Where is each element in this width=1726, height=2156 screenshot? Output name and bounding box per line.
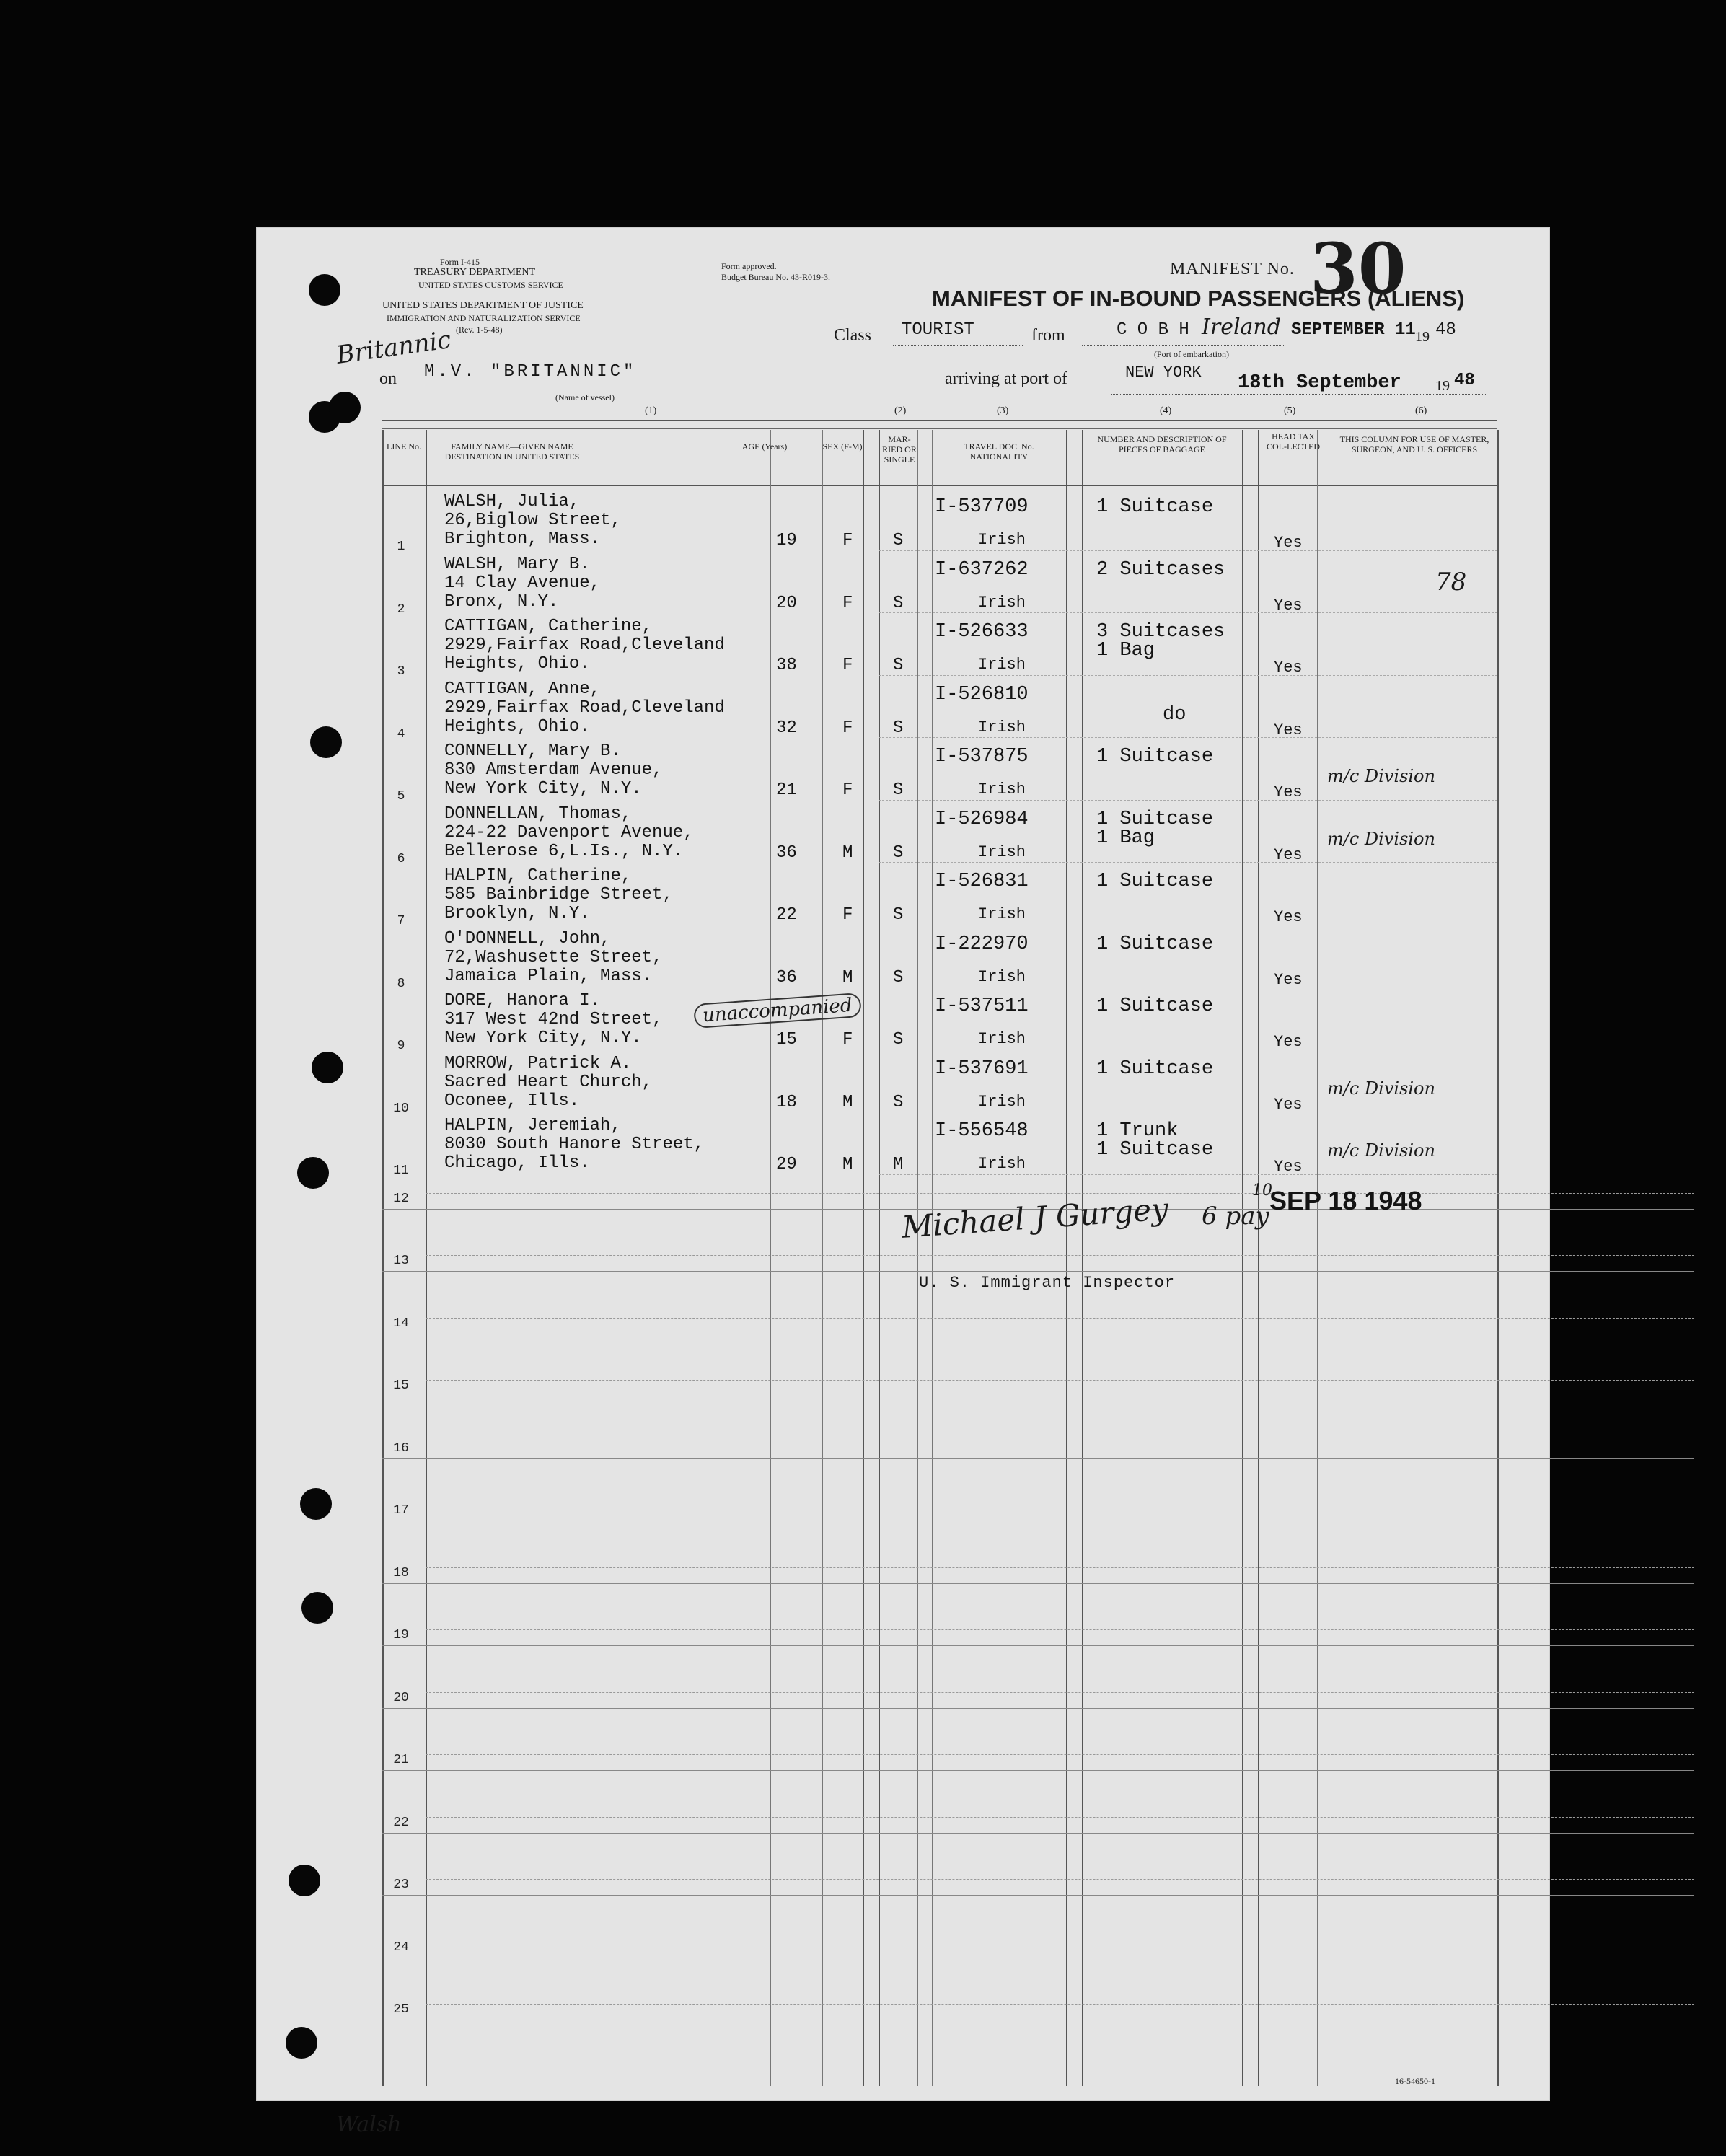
travel-doc: I-537875: [935, 746, 1029, 767]
col-line: [879, 430, 880, 2086]
col-line: [1082, 430, 1083, 2086]
col-num-2: (2): [894, 405, 907, 416]
line-number: 19: [393, 1628, 409, 1642]
customs-service: UNITED STATES CUSTOMS SERVICE: [418, 280, 563, 290]
nationality: Irish: [978, 780, 1026, 798]
line-number: 2: [397, 602, 405, 617]
arrival-year-prefix: 19: [1435, 378, 1450, 394]
row-rule: [879, 550, 1497, 551]
passenger-age: 36: [776, 967, 797, 987]
passenger-name: DORE, Hanora I.: [444, 991, 601, 1011]
passenger-name: CONNELLY, Mary B.: [444, 742, 621, 761]
form-number: Form I-415: [440, 257, 480, 267]
nationality: Irish: [978, 967, 1026, 986]
passenger-address-1: 26,Biglow Street,: [444, 511, 621, 530]
officer-note: m/c Division: [1327, 1078, 1435, 1099]
row-rule: [879, 862, 1497, 863]
officer-note: m/c Division: [1327, 1140, 1435, 1161]
col-line: [426, 430, 427, 2086]
passenger-sex: F: [842, 593, 853, 613]
treasury-dept: TREASURY DEPARTMENT: [414, 267, 536, 278]
passenger-name: WALSH, Mary B.: [444, 554, 590, 574]
passenger-marital: S: [893, 780, 904, 800]
row-rule: [382, 1708, 1694, 1709]
nationality: Irish: [978, 531, 1026, 549]
line-number: 4: [397, 726, 405, 742]
head-tax: Yes: [1274, 534, 1303, 552]
col-num-1: (1): [645, 405, 657, 416]
baggage-1: 2 Suitcases: [1096, 558, 1225, 581]
col-header-headtax: HEAD TAX COL-LECTED: [1267, 431, 1320, 452]
passenger-address-2: Bronx, N.Y.: [444, 591, 559, 612]
row-rule: [426, 1692, 1694, 1693]
passenger-address-2: New York City, N.Y.: [444, 779, 642, 798]
row-rule: [879, 737, 1497, 738]
passenger-marital: S: [893, 1092, 904, 1112]
line-number: 20: [393, 1690, 409, 1705]
head-tax: Yes: [1274, 908, 1303, 926]
col-header-age: AGE (Years): [741, 441, 788, 452]
punch-hole: [310, 726, 342, 758]
passenger-address-1: 830 Amsterdam Avenue,: [444, 760, 663, 780]
head-tax: Yes: [1274, 970, 1303, 989]
passenger-address-2: Bellerose 6,L.Is., N.Y.: [444, 841, 684, 861]
travel-doc: I-526633: [935, 621, 1029, 643]
col-line: [1258, 430, 1259, 2086]
officer-note: 78: [1435, 567, 1467, 597]
passenger-address-2: New York City, N.Y.: [444, 1029, 642, 1048]
table-top-border: [382, 420, 1497, 421]
row-rule: [426, 1318, 1694, 1319]
baggage-1: do: [1163, 703, 1186, 726]
passenger-address-2: Heights, Ohio.: [444, 716, 590, 736]
nationality: Irish: [978, 1030, 1026, 1048]
line-number: 17: [393, 1503, 409, 1518]
baggage-2: 1 Suitcase: [1096, 1139, 1214, 1161]
passenger-address-1: 224-22 Davenport Avenue,: [444, 822, 694, 842]
passenger-address-2: Jamaica Plain, Mass.: [444, 966, 653, 986]
inspector-signature: Michael J Gurgey: [900, 1191, 1170, 1245]
col-num-4: (4): [1160, 405, 1172, 416]
passenger-marital: S: [893, 1030, 904, 1050]
inspector-title: U. S. Immigrant Inspector: [919, 1274, 1176, 1292]
travel-doc: I-556548: [935, 1120, 1029, 1142]
row-rule: [382, 1271, 1694, 1272]
col-header-sex: SEX (F-M): [822, 441, 863, 452]
line-number: 24: [393, 1940, 409, 1955]
col-line: [917, 430, 918, 2086]
passenger-age: 20: [776, 593, 797, 613]
punch-hole: [329, 392, 361, 423]
row-rule: [879, 800, 1497, 801]
passenger-address-1: 585 Bainbridge Street,: [444, 885, 673, 905]
col-line: [1317, 430, 1318, 2086]
baggage-1: 1 Suitcase: [1096, 496, 1214, 518]
baggage-1: 1 Suitcase: [1096, 808, 1214, 830]
officer-note: m/c Division: [1327, 766, 1435, 786]
table-top-border-2: [382, 428, 1497, 429]
passenger-address-2: Brooklyn, N.Y.: [444, 904, 590, 923]
passenger-marital: S: [893, 842, 904, 863]
travel-doc: I-526984: [935, 808, 1029, 830]
head-tax: Yes: [1274, 845, 1303, 864]
passenger-address-2: Oconee, Ills.: [444, 1091, 580, 1111]
officer-note: m/c Division: [1327, 828, 1435, 849]
row-rule: [382, 1645, 1694, 1646]
passenger-sex: F: [842, 1030, 853, 1050]
punch-hole: [300, 1488, 332, 1520]
passenger-marital: S: [893, 905, 904, 925]
line-number: 12: [393, 1191, 409, 1206]
justice-dept: UNITED STATES DEPARTMENT OF JUSTICE: [382, 300, 584, 311]
passenger-sex: M: [842, 842, 853, 863]
passenger-address-1: 2929,Fairfax Road,Cleveland: [444, 635, 725, 655]
vessel-caption: (Name of vessel): [555, 392, 615, 402]
line-number: 7: [397, 914, 405, 928]
embark-year-prefix: 19: [1415, 329, 1430, 345]
page-title: MANIFEST OF IN-BOUND PASSENGERS (ALIENS): [932, 286, 1465, 311]
col-line: [932, 430, 933, 2086]
col-header-officers: THIS COLUMN FOR USE OF MASTER, SURGEON, AND U. S. OFFICERS: [1339, 434, 1489, 454]
col-header-travel: TRAVEL DOC. No. NATIONALITY: [964, 441, 1034, 462]
passenger-name: CATTIGAN, Anne,: [444, 679, 601, 699]
passenger-address-1: 317 West 42nd Street,: [444, 1010, 663, 1029]
passenger-marital: S: [893, 593, 904, 613]
col-line: [1242, 430, 1243, 2086]
passenger-address-1: 72,Washusette Street,: [444, 947, 663, 967]
passenger-age: 29: [776, 1155, 797, 1174]
nationality: Irish: [978, 1155, 1026, 1173]
passenger-marital: M: [893, 1155, 904, 1174]
nationality: Irish: [978, 718, 1026, 736]
col-line: [863, 430, 864, 2086]
row-rule: [426, 1567, 1694, 1568]
signature-suffix: 6 pay: [1202, 1202, 1269, 1231]
passenger-sex: F: [842, 905, 853, 925]
baggage-1: 1 Suitcase: [1096, 746, 1214, 767]
arrival-underline: [1111, 394, 1486, 395]
from-label: from: [1031, 326, 1065, 345]
passenger-name: DONNELLAN, Thomas,: [444, 804, 632, 824]
revision: (Rev. 1-5-48): [456, 325, 503, 335]
passenger-marital: S: [893, 967, 904, 987]
head-tax: Yes: [1274, 659, 1303, 677]
line-number: 15: [393, 1378, 409, 1393]
budget-bureau: Budget Bureau No. 43-R019-3.: [721, 272, 830, 282]
stamp-prefix: 10: [1252, 1182, 1272, 1200]
col-line: [822, 430, 823, 2086]
arriving-label: arriving at port of: [945, 369, 1067, 388]
travel-doc: I-537511: [935, 995, 1029, 1017]
class-value: TOURIST: [902, 320, 974, 340]
class-label: Class: [834, 326, 872, 345]
baggage-1: 1 Suitcase: [1096, 933, 1214, 955]
nationality: Irish: [978, 1092, 1026, 1111]
row-rule: [426, 1380, 1694, 1381]
line-number: 22: [393, 1815, 409, 1830]
nationality: Irish: [978, 593, 1026, 612]
nationality: Irish: [978, 905, 1026, 923]
manifest-number: 30: [1310, 228, 1406, 309]
head-tax: Yes: [1274, 1095, 1303, 1114]
baggage-2: 1 Bag: [1096, 827, 1155, 849]
passenger-age: 22: [776, 905, 797, 925]
baggage-1: 3 Suitcases: [1096, 621, 1225, 643]
arrival-stamp: SEP 18 1948: [1269, 1186, 1422, 1215]
passenger-address-1: 14 Clay Avenue,: [444, 573, 601, 593]
passenger-age: 21: [776, 780, 797, 800]
passenger-marital: S: [893, 656, 904, 675]
head-tax: Yes: [1274, 596, 1303, 615]
passenger-sex: F: [842, 656, 853, 675]
row-rule: [879, 675, 1497, 676]
passenger-name: HALPIN, Catherine,: [444, 866, 632, 886]
head-tax: Yes: [1274, 721, 1303, 739]
travel-doc: I-526831: [935, 871, 1029, 892]
col-line: [770, 430, 771, 2086]
passenger-sex: M: [842, 967, 853, 987]
passenger-sex: M: [842, 1092, 853, 1112]
row-rule: [382, 1833, 1694, 1834]
line-number: 8: [397, 976, 405, 991]
baggage-1: 1 Suitcase: [1096, 871, 1214, 892]
form-approved: Form approved.: [721, 261, 777, 271]
travel-doc: I-222970: [935, 933, 1029, 955]
head-tax: Yes: [1274, 1158, 1303, 1176]
port-embarkation-caption: (Port of embarkation): [1154, 349, 1229, 359]
passenger-age: 18: [776, 1092, 797, 1112]
line-number: 25: [393, 2002, 409, 2017]
port-underline: [1082, 345, 1284, 346]
line-number: 13: [393, 1254, 409, 1268]
passenger-age: 36: [776, 842, 797, 863]
passenger-age: 15: [776, 1030, 797, 1050]
passenger-sex: M: [842, 1155, 853, 1174]
passenger-address-2: Chicago, Ills.: [444, 1153, 590, 1173]
col-header-baggage: NUMBER AND DESCRIPTION OF PIECES OF BAGGAGE: [1097, 434, 1227, 454]
row-rule: [426, 1817, 1694, 1818]
line-number: 21: [393, 1753, 409, 1767]
line-number: 18: [393, 1565, 409, 1580]
col-num-3: (3): [997, 405, 1009, 416]
punch-hole: [309, 274, 340, 306]
line-number: 23: [393, 1878, 409, 1892]
row-rule: [879, 612, 1497, 613]
header-bottom-border: [382, 485, 1497, 486]
row-rule: [382, 1895, 1694, 1896]
row-rule: [382, 1583, 1694, 1584]
line-number: 10: [393, 1101, 409, 1116]
passenger-marital: S: [893, 718, 904, 738]
vessel-hand-note: Britannic: [334, 325, 453, 370]
row-rule: [426, 1754, 1694, 1755]
baggage-1: 1 Suitcase: [1096, 995, 1214, 1017]
head-tax: Yes: [1274, 783, 1303, 801]
line-number: 6: [397, 851, 405, 866]
punch-hole: [289, 1865, 320, 1896]
passenger-sex: F: [842, 718, 853, 738]
passenger-marital: S: [893, 531, 904, 550]
row-rule: [382, 1458, 1694, 1459]
arrival-date: 18th September: [1238, 372, 1401, 394]
col-num-6: (6): [1415, 405, 1427, 416]
line-number: 11: [393, 1163, 409, 1178]
on-label: on: [379, 369, 397, 388]
unaccompanied-note: unaccompanied: [693, 993, 861, 1029]
passenger-address-1: 2929,Fairfax Road,Cleveland: [444, 698, 725, 718]
embark-year: 48: [1435, 320, 1456, 340]
line-number: 14: [393, 1316, 409, 1331]
col-header-line: LINE No.: [387, 441, 421, 452]
arrival-year: 48: [1454, 371, 1475, 390]
class-underline: [893, 345, 1023, 346]
baggage-1: 1 Suitcase: [1096, 1057, 1214, 1080]
passenger-name: HALPIN, Jeremiah,: [444, 1116, 621, 1135]
line-number: 16: [393, 1440, 409, 1456]
ins-service: IMMIGRATION AND NATURALIZATION SERVICE: [387, 313, 581, 323]
col-header-married: MAR-RIED OR SINGLE: [882, 434, 917, 465]
col-line: [382, 430, 384, 2086]
line-number: 5: [397, 789, 405, 804]
vessel-name: M.V. "BRITANNIC": [424, 362, 637, 382]
passenger-address-2: Heights, Ohio.: [444, 654, 590, 674]
col-header-name: FAMILY NAME—GIVEN NAME DESTINATION IN UNITED STATES: [444, 441, 580, 462]
punch-hole: [286, 2027, 317, 2059]
passenger-name: MORROW, Patrick A.: [444, 1053, 632, 1073]
baggage-2: 1 Bag: [1096, 640, 1155, 661]
line-number: 9: [397, 1039, 405, 1053]
port-embarkation: C O B H: [1117, 320, 1189, 340]
passenger-sex: F: [842, 531, 853, 550]
footer-hand-note: Walsh: [336, 2112, 402, 2137]
passenger-address-2: Brighton, Mass.: [444, 529, 601, 549]
passenger-name: O'DONNELL, John,: [444, 928, 611, 949]
line-number: 3: [397, 664, 405, 679]
passenger-name: CATTIGAN, Catherine,: [444, 617, 653, 636]
nationality: Irish: [978, 656, 1026, 674]
line-number: 1: [397, 540, 405, 554]
travel-doc: I-526810: [935, 683, 1029, 705]
row-rule: [879, 1174, 1497, 1175]
row-rule: [426, 1193, 1694, 1194]
footer-code: 16-54650-1: [1395, 2076, 1435, 2086]
punch-hole: [301, 1592, 333, 1624]
passenger-address-1: Sacred Heart Church,: [444, 1072, 653, 1092]
head-tax: Yes: [1274, 1033, 1303, 1051]
passenger-age: 19: [776, 531, 797, 550]
row-rule: [426, 1879, 1694, 1880]
passenger-age: 38: [776, 656, 797, 675]
baggage-1: 1 Trunk: [1096, 1120, 1179, 1142]
row-rule: [426, 2004, 1694, 2005]
row-rule: [426, 1629, 1694, 1630]
row-rule: [382, 1770, 1694, 1771]
col-num-5: (5): [1284, 405, 1296, 416]
port-embarkation-hand: Ireland: [1202, 314, 1281, 340]
passenger-address-1: 8030 South Hanore Street,: [444, 1135, 705, 1154]
punch-hole: [297, 1157, 329, 1189]
passenger-name: WALSH, Julia,: [444, 492, 580, 511]
passenger-age: 32: [776, 718, 797, 738]
row-rule: [426, 1255, 1694, 1256]
passenger-sex: F: [842, 780, 853, 800]
nationality: Irish: [978, 842, 1026, 861]
col-line: [1497, 430, 1499, 2086]
punch-hole: [312, 1052, 343, 1083]
embark-date: SEPTEMBER 11: [1291, 320, 1416, 340]
travel-doc: I-637262: [935, 558, 1029, 581]
travel-doc: I-537709: [935, 496, 1029, 518]
col-line: [1066, 430, 1067, 2086]
manifest-no-label: MANIFEST No.: [1170, 260, 1295, 278]
travel-doc: I-537691: [935, 1057, 1029, 1080]
arrival-port: NEW YORK: [1125, 364, 1202, 382]
